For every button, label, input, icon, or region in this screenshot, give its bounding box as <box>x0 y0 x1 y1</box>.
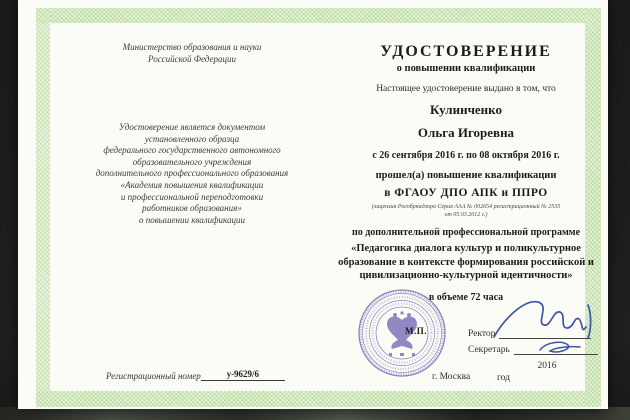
rector-label: Ректор <box>468 329 496 339</box>
program-title <box>326 242 606 283</box>
ministry-line2: Российской Федерации <box>148 53 236 64</box>
issue-city: г. Москва <box>432 372 471 382</box>
course-volume: в объеме 72 часа <box>428 292 504 303</box>
about-line: и профессиональной переподготовки <box>120 191 264 202</box>
guilloche-border-bottom <box>36 391 601 407</box>
official-stamp <box>356 287 448 379</box>
certificate-subtitle: о повышении квалификации <box>396 63 536 74</box>
registration-value: у-9629/6 <box>201 369 285 381</box>
stamp-place-label: М.П. <box>405 326 427 336</box>
holder-name: Ольга Игоревна <box>417 125 515 140</box>
about-line: дополнительного профессионального образования <box>95 168 289 179</box>
ministry-header <box>52 42 332 65</box>
license-line1: (лицензия Рособрнадзора Серия ААА № 002654 регистрационный № 2535 <box>371 204 561 210</box>
year-label: год <box>497 373 510 383</box>
about-line: «Академия повышения квалификации <box>120 179 264 190</box>
guilloche-border-top <box>36 8 601 23</box>
about-line: работников образования» <box>142 203 242 214</box>
guilloche-border-left <box>36 8 50 407</box>
certificate-paper <box>18 0 608 409</box>
secretary-signature-row <box>468 344 598 355</box>
program-title-line: цивилизационно-культурной идентичности» <box>359 270 573 281</box>
license-line2: от 05.03.2012 г.) <box>444 212 488 218</box>
institution-name: в ФГАОУ ДПО АПК и ППРО <box>384 187 548 199</box>
about-line: Удостоверение является документом <box>118 122 266 132</box>
secretary-signature-line <box>514 344 598 355</box>
rector-signature-row <box>468 328 591 339</box>
about-line: установленного образца <box>144 133 240 144</box>
license-note <box>330 203 602 219</box>
issuer-description <box>52 122 332 226</box>
registration-label: Регистрационный номер <box>106 371 201 381</box>
holder-surname: Кулинченко <box>430 102 502 117</box>
program-intro: по дополнительной профессиональной программе <box>351 227 581 238</box>
course-dates: с 26 сентября 2016 г. по 08 октября 2016 г. <box>372 150 560 161</box>
issue-year-value: 2016 <box>537 361 557 371</box>
program-title-line: «Педагогика диалога культур и поликультурное <box>351 243 581 254</box>
ministry-line1: Министерство образования и науки <box>122 42 262 52</box>
registration-number <box>106 369 346 381</box>
about-line: федерального государственного автономного <box>103 145 281 156</box>
rector-signature-line <box>499 328 591 339</box>
passed-text: прошел(а) повышение квалификации <box>375 170 557 181</box>
about-line: образовательного учреждения <box>132 156 252 167</box>
intro-text: Настоящее удостоверение выдано в том, что <box>376 84 556 94</box>
certificate-title: УДОСТОВЕРЕНИЕ <box>380 43 552 60</box>
about-line: о повышении квалификации <box>138 214 246 225</box>
secretary-label: Секретарь <box>468 345 510 355</box>
program-title-line: образование в контексте формирования российской и <box>338 256 594 268</box>
